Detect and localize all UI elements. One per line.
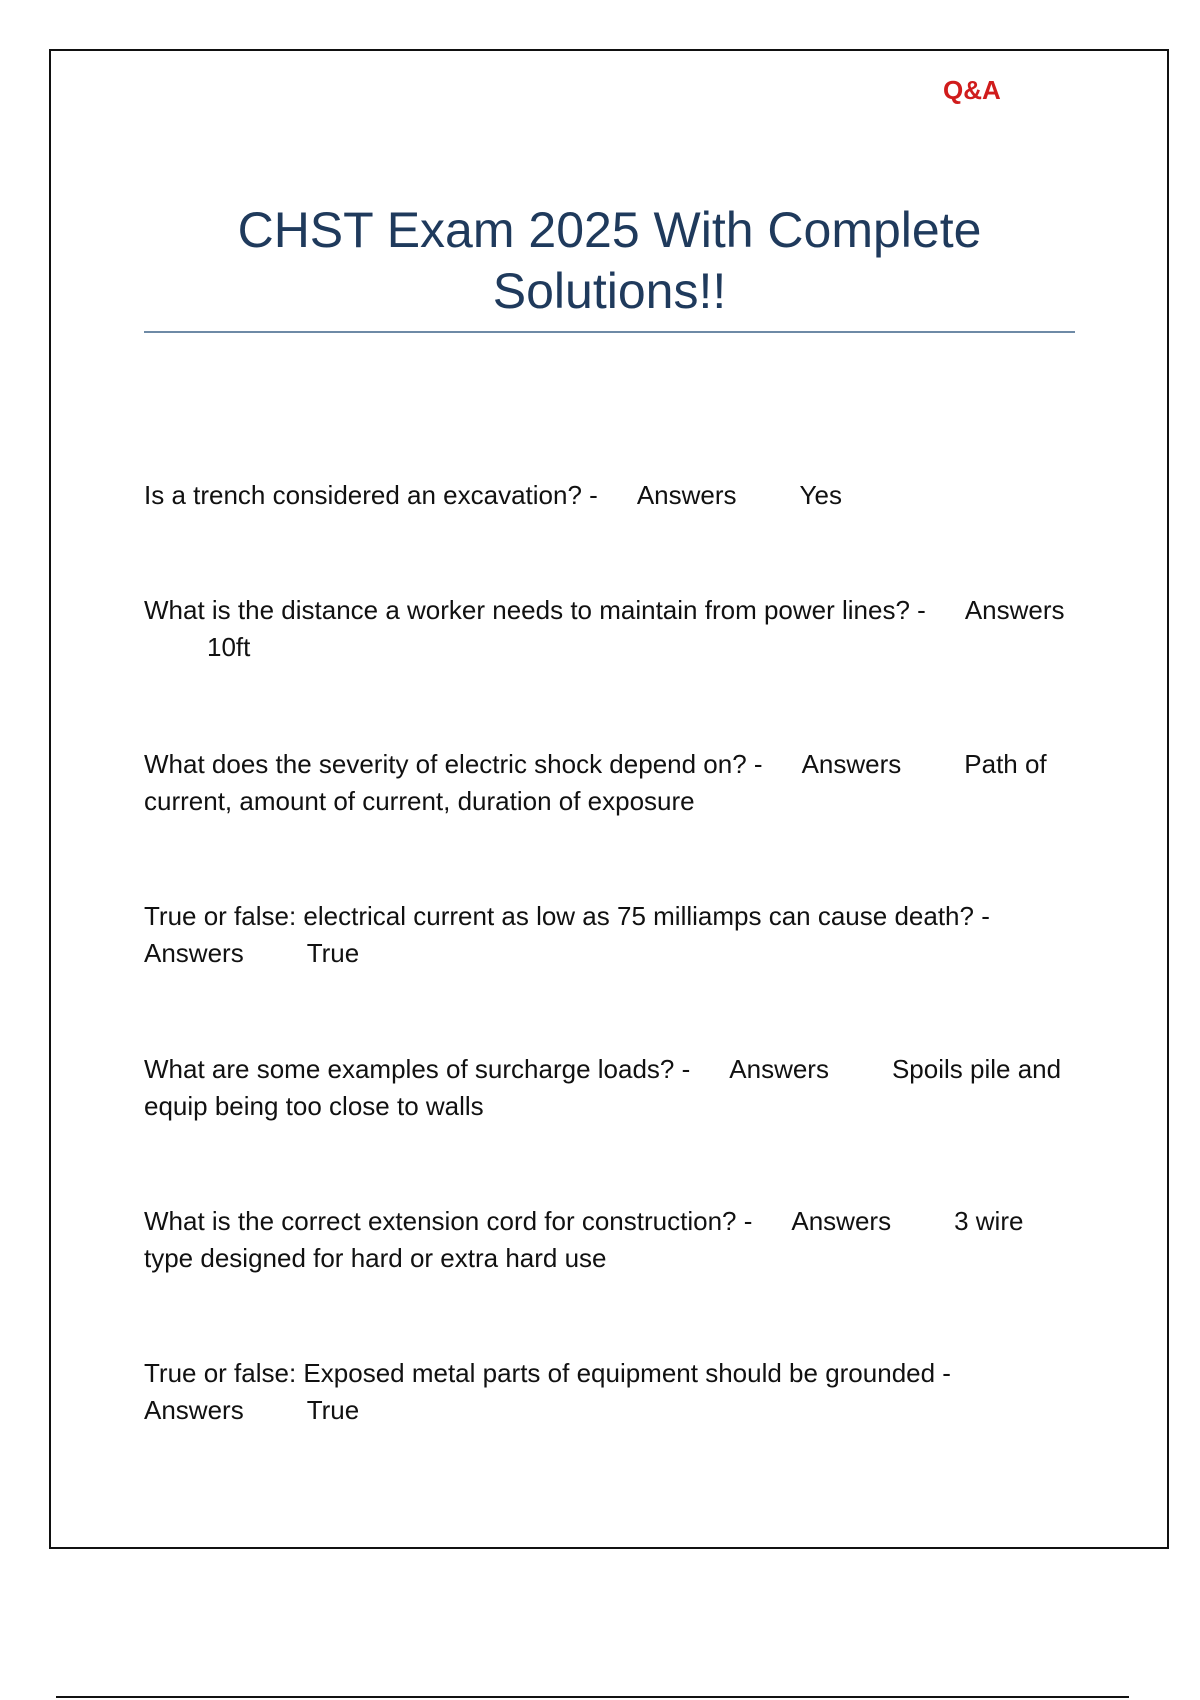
qa-item [144,898,1079,972]
answer-text: 10ft [207,632,251,662]
qa-item [144,1051,1079,1125]
answer-label: Answers [144,1395,244,1425]
qa-badge: Q&A [943,75,1001,105]
answer-label: Answers [964,595,1065,625]
answer-label: Answers [729,1054,829,1084]
answer-label: Answers [801,749,902,779]
qa-item [144,746,1079,820]
qa-item [144,477,1079,514]
title-divider [144,331,1075,333]
qa-item [144,592,1079,666]
qa-item [144,1355,1079,1429]
answer-label: Answers [144,938,244,968]
footer-divider [56,1696,1129,1698]
answer-label: Answers [791,1206,892,1236]
document-title: CHST Exam 2025 With Complete Solutions!! [237,202,982,319]
answer-text: 3 wire type designed for hard or extra hard use [144,1206,1024,1273]
question-text: True or false: electrical current as low as 75 milliamps can cause death? - [144,901,990,931]
question-text: What is the distance a worker needs to maintain from power lines? - [144,595,926,625]
answer-text: Spoils pile and equip being too close to walls [144,1054,1062,1121]
answer-label: Answers [636,480,737,510]
answer-text: True [306,938,360,968]
answer-text: Path of current, amount of current, duration of exposure [144,749,1047,816]
question-text: What is the correct extension cord for construction? - [144,1206,753,1236]
question-text: What does the severity of electric shock depend on? - [144,749,763,779]
answer-text: True [306,1395,360,1425]
answer-text: Yes [799,480,842,510]
question-text: True or false: Exposed metal parts of equipment should be grounded - [144,1358,951,1388]
question-text: Is a trench considered an excavation? - [144,480,598,510]
question-text: What are some examples of surcharge loads? - [144,1054,691,1084]
qa-item [144,1203,1079,1277]
